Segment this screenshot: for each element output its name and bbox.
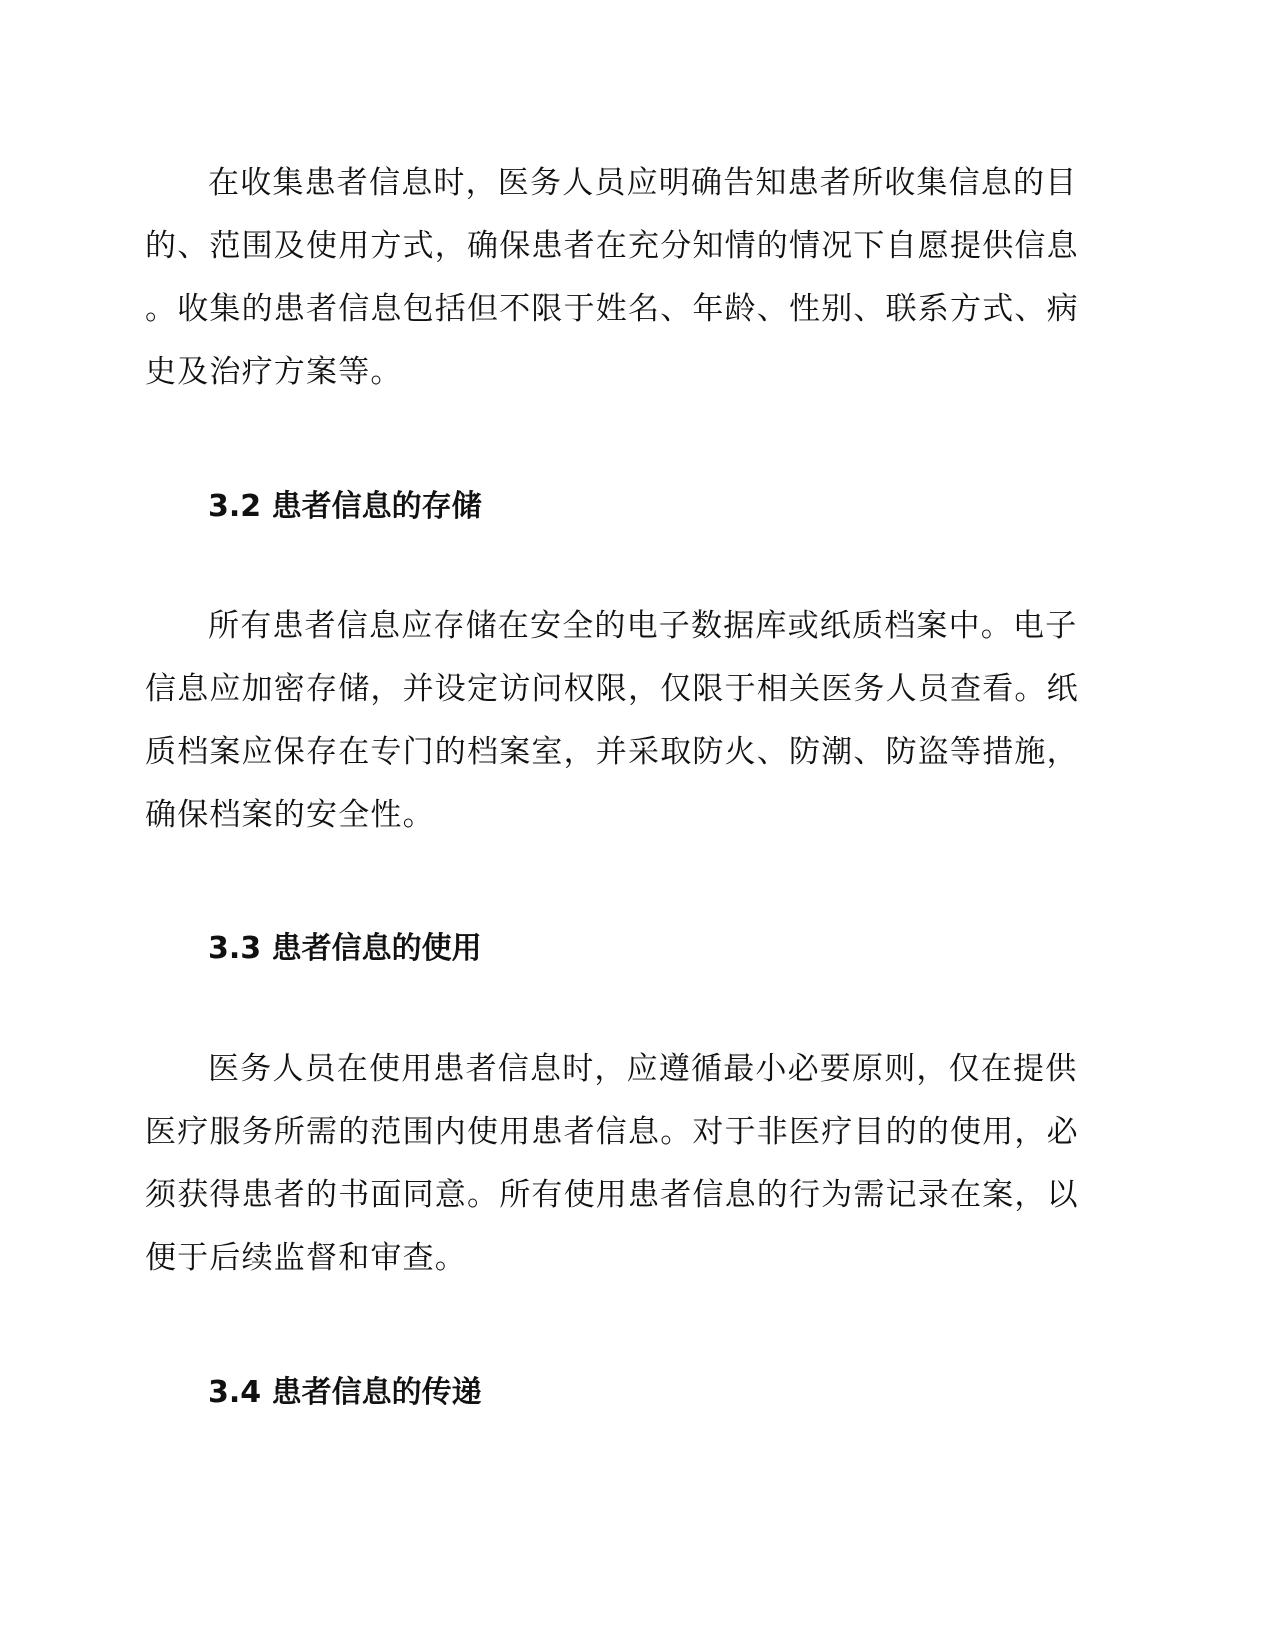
paragraph-line: 。收集的患者信息包括但不限于姓名、年龄、性别、联系方式、病 bbox=[145, 291, 1079, 327]
paragraph-line: 医疗服务所需的范围内使用患者信息。对于非医疗目的的使用，必 bbox=[145, 1114, 1079, 1150]
paragraph-line: 确保档案的安全性。 bbox=[145, 797, 435, 833]
section-heading: 3.3 患者信息的使用 bbox=[208, 931, 482, 966]
paragraph-line: 医务人员在使用患者信息时，应遵循最小必要原则，仅在提供 bbox=[208, 1051, 1078, 1087]
paragraph-line: 质档案应保存在专门的档案室，并采取防火、防潮、防盗等措施， bbox=[145, 734, 1079, 770]
paragraph-line: 便于后续监督和审查。 bbox=[145, 1240, 467, 1276]
paragraph-line: 信息应加密存储，并设定访问权限，仅限于相关医务人员查看。纸 bbox=[145, 671, 1079, 707]
paragraph-line: 在收集患者信息时，医务人员应明确告知患者所收集信息的目 bbox=[208, 165, 1078, 201]
paragraph-line: 的、范围及使用方式，确保患者在充分知情的情况下自愿提供信息 bbox=[145, 228, 1079, 264]
section-heading: 3.4 患者信息的传递 bbox=[208, 1375, 482, 1410]
paragraph-line: 须获得患者的书面同意。所有使用患者信息的行为需记录在案，以 bbox=[145, 1177, 1079, 1213]
section-heading: 3.2 患者信息的存储 bbox=[208, 489, 482, 524]
paragraph-line: 史及治疗方案等。 bbox=[145, 354, 403, 390]
paragraph-line: 所有患者信息应存储在安全的电子数据库或纸质档案中。电子 bbox=[208, 608, 1078, 644]
